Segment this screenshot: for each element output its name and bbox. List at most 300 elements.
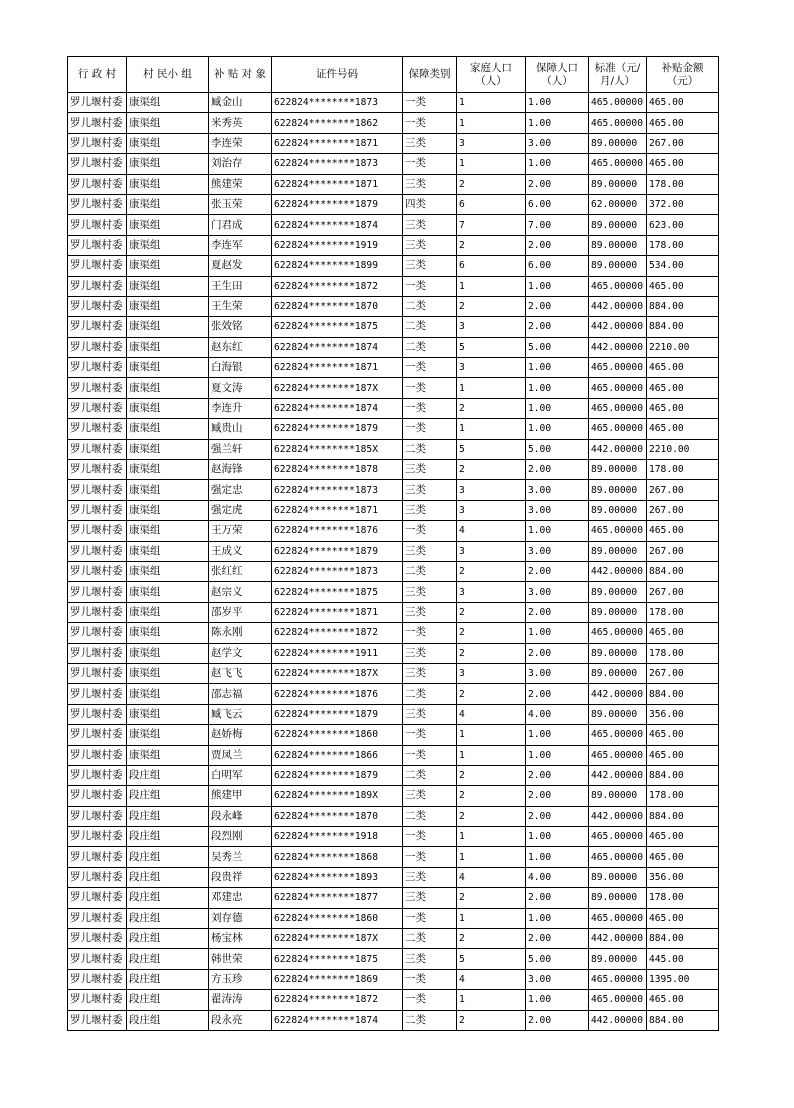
table-row [68, 398, 719, 418]
category-cell: 三类 [403, 888, 457, 908]
covered-size-cell: 1.00 [526, 113, 589, 133]
id-number-cell: 622824********1871 [272, 602, 403, 622]
village-cell: 罗儿堰村委 [68, 949, 127, 969]
group-cell: 康渠组 [127, 460, 209, 480]
id-number-cell: 622824********1879 [272, 541, 403, 561]
id-number-cell: 622824********1875 [272, 317, 403, 337]
amount-cell: 465.00 [647, 113, 719, 133]
amount-cell: 1395.00 [647, 969, 719, 989]
table-row [68, 704, 719, 724]
household-size-cell: 1 [457, 725, 526, 745]
id-number-cell: 622824********1868 [272, 847, 403, 867]
household-size-cell: 2 [457, 602, 526, 622]
amount-cell: 267.00 [647, 133, 719, 153]
subsidy-table [67, 56, 719, 1031]
standard-cell: 442.00000 [589, 296, 647, 316]
table-row [68, 949, 719, 969]
id-number-cell: 622824********1919 [272, 235, 403, 255]
table-row [68, 786, 719, 806]
id-number-cell: 622824********1872 [272, 990, 403, 1010]
standard-cell: 442.00000 [589, 806, 647, 826]
standard-cell: 89.00000 [589, 663, 647, 683]
id-number-cell: 622824********1870 [272, 806, 403, 826]
village-cell: 罗儿堰村委 [68, 602, 127, 622]
household-size-cell: 4 [457, 704, 526, 724]
village-cell: 罗儿堰村委 [68, 296, 127, 316]
standard-cell: 62.00000 [589, 194, 647, 214]
table-row [68, 765, 719, 785]
standard-cell: 89.00000 [589, 888, 647, 908]
table-row [68, 419, 719, 439]
category-cell: 三类 [403, 541, 457, 561]
village-cell: 罗儿堰村委 [68, 93, 127, 113]
amount-cell: 465.00 [647, 398, 719, 418]
household-size-cell: 2 [457, 460, 526, 480]
category-cell: 二类 [403, 317, 457, 337]
id-number-cell: 622824********1870 [272, 296, 403, 316]
household-size-cell: 1 [457, 847, 526, 867]
table-row [68, 990, 719, 1010]
category-cell: 一类 [403, 378, 457, 398]
table-row [68, 133, 719, 153]
id-number-cell: 622824********1879 [272, 419, 403, 439]
table-row [68, 561, 719, 581]
standard-cell: 442.00000 [589, 1010, 647, 1030]
recipient-cell: 李连军 [209, 235, 272, 255]
household-size-cell: 2 [457, 623, 526, 643]
village-cell: 罗儿堰村委 [68, 806, 127, 826]
col-header-household-size: 家庭人口（人） [457, 57, 526, 93]
category-cell: 三类 [403, 480, 457, 500]
covered-size-cell: 1.00 [526, 93, 589, 113]
standard-cell: 442.00000 [589, 337, 647, 357]
amount-cell: 267.00 [647, 582, 719, 602]
amount-cell: 465.00 [647, 908, 719, 928]
id-number-cell: 622824********1876 [272, 684, 403, 704]
covered-size-cell: 2.00 [526, 765, 589, 785]
household-size-cell: 1 [457, 276, 526, 296]
amount-cell: 884.00 [647, 1010, 719, 1030]
id-number-cell: 622824********1869 [272, 969, 403, 989]
household-size-cell: 3 [457, 541, 526, 561]
amount-cell: 884.00 [647, 765, 719, 785]
standard-cell: 465.00000 [589, 725, 647, 745]
category-cell: 三类 [403, 256, 457, 276]
category-cell: 一类 [403, 990, 457, 1010]
standard-cell: 89.00000 [589, 235, 647, 255]
household-size-cell: 5 [457, 949, 526, 969]
category-cell: 二类 [403, 561, 457, 581]
amount-cell: 267.00 [647, 500, 719, 520]
group-cell: 段庄组 [127, 888, 209, 908]
amount-cell: 465.00 [647, 276, 719, 296]
category-cell: 二类 [403, 439, 457, 459]
household-size-cell: 5 [457, 439, 526, 459]
group-cell: 康渠组 [127, 561, 209, 581]
group-cell: 康渠组 [127, 704, 209, 724]
group-cell: 康渠组 [127, 358, 209, 378]
table-row [68, 317, 719, 337]
group-cell: 康渠组 [127, 256, 209, 276]
recipient-cell: 白明军 [209, 765, 272, 785]
amount-cell: 465.00 [647, 358, 719, 378]
recipient-cell: 赵娇梅 [209, 725, 272, 745]
table-row [68, 602, 719, 622]
amount-cell: 465.00 [647, 827, 719, 847]
household-size-cell: 2 [457, 174, 526, 194]
recipient-cell: 刘存德 [209, 908, 272, 928]
table-row [68, 276, 719, 296]
household-size-cell: 3 [457, 133, 526, 153]
covered-size-cell: 1.00 [526, 154, 589, 174]
amount-cell: 884.00 [647, 684, 719, 704]
covered-size-cell: 1.00 [526, 827, 589, 847]
table-row [68, 500, 719, 520]
table-row [68, 113, 719, 133]
id-number-cell: 622824********185X [272, 439, 403, 459]
recipient-cell: 段永亮 [209, 1010, 272, 1030]
table-row [68, 643, 719, 663]
category-cell: 二类 [403, 1010, 457, 1030]
id-number-cell: 622824********187X [272, 378, 403, 398]
household-size-cell: 3 [457, 358, 526, 378]
recipient-cell: 吴秀兰 [209, 847, 272, 867]
recipient-cell: 段贵祥 [209, 867, 272, 887]
group-cell: 康渠组 [127, 623, 209, 643]
standard-cell: 89.00000 [589, 602, 647, 622]
standard-cell: 465.00000 [589, 908, 647, 928]
header-row [68, 57, 719, 93]
household-size-cell: 2 [457, 1010, 526, 1030]
group-cell: 康渠组 [127, 500, 209, 520]
standard-cell: 89.00000 [589, 215, 647, 235]
table-row [68, 908, 719, 928]
standard-cell: 442.00000 [589, 765, 647, 785]
amount-cell: 178.00 [647, 643, 719, 663]
category-cell: 一类 [403, 113, 457, 133]
id-number-cell: 622824********1871 [272, 500, 403, 520]
category-cell: 三类 [403, 867, 457, 887]
amount-cell: 465.00 [647, 419, 719, 439]
recipient-cell: 强定虎 [209, 500, 272, 520]
amount-cell: 267.00 [647, 480, 719, 500]
village-cell: 罗儿堰村委 [68, 460, 127, 480]
category-cell: 二类 [403, 765, 457, 785]
household-size-cell: 6 [457, 256, 526, 276]
category-cell: 三类 [403, 786, 457, 806]
recipient-cell: 米秀英 [209, 113, 272, 133]
col-header-category: 保障类别 [403, 57, 457, 93]
amount-cell: 267.00 [647, 541, 719, 561]
table-row [68, 93, 719, 113]
covered-size-cell: 2.00 [526, 1010, 589, 1030]
recipient-cell: 臧飞云 [209, 704, 272, 724]
amount-cell: 465.00 [647, 378, 719, 398]
group-cell: 段庄组 [127, 929, 209, 949]
household-size-cell: 2 [457, 643, 526, 663]
id-number-cell: 622824********1874 [272, 398, 403, 418]
amount-cell: 356.00 [647, 867, 719, 887]
standard-cell: 465.00000 [589, 990, 647, 1010]
covered-size-cell: 5.00 [526, 337, 589, 357]
recipient-cell: 强定忠 [209, 480, 272, 500]
household-size-cell: 2 [457, 398, 526, 418]
table-row [68, 378, 719, 398]
covered-size-cell: 1.00 [526, 745, 589, 765]
covered-size-cell: 3.00 [526, 663, 589, 683]
covered-size-cell: 3.00 [526, 500, 589, 520]
category-cell: 一类 [403, 827, 457, 847]
id-number-cell: 622824********1879 [272, 704, 403, 724]
id-number-cell: 622824********1875 [272, 949, 403, 969]
household-size-cell: 1 [457, 990, 526, 1010]
recipient-cell: 张效铭 [209, 317, 272, 337]
standard-cell: 89.00000 [589, 643, 647, 663]
amount-cell: 267.00 [647, 663, 719, 683]
recipient-cell: 强兰轩 [209, 439, 272, 459]
amount-cell: 884.00 [647, 317, 719, 337]
amount-cell: 465.00 [647, 93, 719, 113]
group-cell: 康渠组 [127, 174, 209, 194]
amount-cell: 465.00 [647, 990, 719, 1010]
household-size-cell: 1 [457, 378, 526, 398]
id-number-cell: 622824********1873 [272, 561, 403, 581]
id-number-cell: 622824********1874 [272, 337, 403, 357]
village-cell: 罗儿堰村委 [68, 929, 127, 949]
recipient-cell: 赵海锋 [209, 460, 272, 480]
covered-size-cell: 2.00 [526, 602, 589, 622]
village-cell: 罗儿堰村委 [68, 276, 127, 296]
id-number-cell: 622824********1862 [272, 113, 403, 133]
col-header-id-number: 证件号码 [272, 57, 403, 93]
table-row [68, 521, 719, 541]
table-row [68, 541, 719, 561]
table-row [68, 296, 719, 316]
table-row [68, 888, 719, 908]
standard-cell: 89.00000 [589, 867, 647, 887]
id-number-cell: 622824********187X [272, 663, 403, 683]
category-cell: 三类 [403, 704, 457, 724]
table-row [68, 582, 719, 602]
recipient-cell: 李连荣 [209, 133, 272, 153]
household-size-cell: 2 [457, 235, 526, 255]
category-cell: 一类 [403, 276, 457, 296]
village-cell: 罗儿堰村委 [68, 765, 127, 785]
category-cell: 三类 [403, 582, 457, 602]
standard-cell: 89.00000 [589, 174, 647, 194]
household-size-cell: 7 [457, 215, 526, 235]
household-size-cell: 1 [457, 908, 526, 928]
village-cell: 罗儿堰村委 [68, 847, 127, 867]
village-cell: 罗儿堰村委 [68, 256, 127, 276]
id-number-cell: 622824********1879 [272, 194, 403, 214]
standard-cell: 465.00000 [589, 745, 647, 765]
group-cell: 康渠组 [127, 439, 209, 459]
amount-cell: 178.00 [647, 602, 719, 622]
village-cell: 罗儿堰村委 [68, 663, 127, 683]
table-row [68, 215, 719, 235]
village-cell: 罗儿堰村委 [68, 725, 127, 745]
village-cell: 罗儿堰村委 [68, 827, 127, 847]
recipient-cell: 张玉荣 [209, 194, 272, 214]
category-cell: 三类 [403, 174, 457, 194]
village-cell: 罗儿堰村委 [68, 908, 127, 928]
recipient-cell: 臧贵山 [209, 419, 272, 439]
category-cell: 一类 [403, 623, 457, 643]
group-cell: 康渠组 [127, 643, 209, 663]
category-cell: 二类 [403, 684, 457, 704]
household-size-cell: 2 [457, 888, 526, 908]
col-header-covered-size: 保障人口（人） [526, 57, 589, 93]
household-size-cell: 4 [457, 867, 526, 887]
group-cell: 康渠组 [127, 194, 209, 214]
village-cell: 罗儿堰村委 [68, 154, 127, 174]
amount-cell: 356.00 [647, 704, 719, 724]
group-cell: 康渠组 [127, 276, 209, 296]
village-cell: 罗儿堰村委 [68, 541, 127, 561]
category-cell: 三类 [403, 133, 457, 153]
id-number-cell: 622824********1871 [272, 174, 403, 194]
col-header-village: 行 政 村 [68, 57, 127, 93]
household-size-cell: 1 [457, 419, 526, 439]
standard-cell: 89.00000 [589, 786, 647, 806]
standard-cell: 89.00000 [589, 500, 647, 520]
category-cell: 一类 [403, 154, 457, 174]
category-cell: 三类 [403, 235, 457, 255]
household-size-cell: 4 [457, 521, 526, 541]
recipient-cell: 贾凤兰 [209, 745, 272, 765]
covered-size-cell: 2.00 [526, 929, 589, 949]
recipient-cell: 夏赵发 [209, 256, 272, 276]
village-cell: 罗儿堰村委 [68, 337, 127, 357]
table-row [68, 194, 719, 214]
covered-size-cell: 1.00 [526, 358, 589, 378]
standard-cell: 465.00000 [589, 113, 647, 133]
covered-size-cell: 2.00 [526, 561, 589, 581]
covered-size-cell: 2.00 [526, 296, 589, 316]
col-header-recipient: 补 贴 对 象 [209, 57, 272, 93]
standard-cell: 89.00000 [589, 460, 647, 480]
group-cell: 康渠组 [127, 154, 209, 174]
id-number-cell: 622824********189X [272, 786, 403, 806]
standard-cell: 465.00000 [589, 93, 647, 113]
group-cell: 段庄组 [127, 827, 209, 847]
category-cell: 一类 [403, 419, 457, 439]
id-number-cell: 622824********1874 [272, 215, 403, 235]
group-cell: 康渠组 [127, 398, 209, 418]
category-cell: 一类 [403, 847, 457, 867]
village-cell: 罗儿堰村委 [68, 419, 127, 439]
amount-cell: 884.00 [647, 296, 719, 316]
standard-cell: 89.00000 [589, 133, 647, 153]
id-number-cell: 622824********1893 [272, 867, 403, 887]
category-cell: 三类 [403, 460, 457, 480]
village-cell: 罗儿堰村委 [68, 439, 127, 459]
group-cell: 段庄组 [127, 949, 209, 969]
table-row [68, 867, 719, 887]
household-size-cell: 3 [457, 500, 526, 520]
covered-size-cell: 4.00 [526, 704, 589, 724]
village-cell: 罗儿堰村委 [68, 174, 127, 194]
amount-cell: 465.00 [647, 847, 719, 867]
recipient-cell: 王生田 [209, 276, 272, 296]
group-cell: 段庄组 [127, 786, 209, 806]
table-row [68, 235, 719, 255]
category-cell: 一类 [403, 93, 457, 113]
recipient-cell: 韩世荣 [209, 949, 272, 969]
id-number-cell: 622824********1873 [272, 480, 403, 500]
recipient-cell: 邵岁平 [209, 602, 272, 622]
recipient-cell: 刘治存 [209, 154, 272, 174]
id-number-cell: 622824********1873 [272, 93, 403, 113]
covered-size-cell: 1.00 [526, 276, 589, 296]
id-number-cell: 622824********1872 [272, 276, 403, 296]
table-row [68, 174, 719, 194]
id-number-cell: 622824********1874 [272, 1010, 403, 1030]
recipient-cell: 邵志福 [209, 684, 272, 704]
standard-cell: 465.00000 [589, 847, 647, 867]
standard-cell: 89.00000 [589, 480, 647, 500]
recipient-cell: 陈永刚 [209, 623, 272, 643]
recipient-cell: 赵学文 [209, 643, 272, 663]
recipient-cell: 白海银 [209, 358, 272, 378]
id-number-cell: 622824********1876 [272, 521, 403, 541]
col-header-group: 村 民小 组 [127, 57, 209, 93]
group-cell: 段庄组 [127, 847, 209, 867]
standard-cell: 442.00000 [589, 929, 647, 949]
covered-size-cell: 1.00 [526, 419, 589, 439]
village-cell: 罗儿堰村委 [68, 888, 127, 908]
amount-cell: 884.00 [647, 929, 719, 949]
group-cell: 康渠组 [127, 541, 209, 561]
id-number-cell: 622824********1879 [272, 765, 403, 785]
table-row [68, 725, 719, 745]
covered-size-cell: 1.00 [526, 908, 589, 928]
amount-cell: 445.00 [647, 949, 719, 969]
group-cell: 康渠组 [127, 602, 209, 622]
standard-cell: 89.00000 [589, 582, 647, 602]
table-row [68, 256, 719, 276]
group-cell: 康渠组 [127, 337, 209, 357]
village-cell: 罗儿堰村委 [68, 194, 127, 214]
category-cell: 二类 [403, 806, 457, 826]
standard-cell: 465.00000 [589, 419, 647, 439]
amount-cell: 884.00 [647, 561, 719, 581]
category-cell: 一类 [403, 969, 457, 989]
amount-cell: 178.00 [647, 235, 719, 255]
group-cell: 段庄组 [127, 806, 209, 826]
covered-size-cell: 2.00 [526, 643, 589, 663]
household-size-cell: 2 [457, 765, 526, 785]
household-size-cell: 6 [457, 194, 526, 214]
group-cell: 康渠组 [127, 378, 209, 398]
group-cell: 康渠组 [127, 235, 209, 255]
village-cell: 罗儿堰村委 [68, 684, 127, 704]
village-cell: 罗儿堰村委 [68, 133, 127, 153]
amount-cell: 465.00 [647, 154, 719, 174]
household-size-cell: 2 [457, 684, 526, 704]
village-cell: 罗儿堰村委 [68, 113, 127, 133]
standard-cell: 442.00000 [589, 439, 647, 459]
amount-cell: 465.00 [647, 745, 719, 765]
village-cell: 罗儿堰村委 [68, 235, 127, 255]
covered-size-cell: 2.00 [526, 806, 589, 826]
covered-size-cell: 3.00 [526, 541, 589, 561]
category-cell: 三类 [403, 602, 457, 622]
standard-cell: 442.00000 [589, 684, 647, 704]
recipient-cell: 段烈刚 [209, 827, 272, 847]
covered-size-cell: 2.00 [526, 174, 589, 194]
